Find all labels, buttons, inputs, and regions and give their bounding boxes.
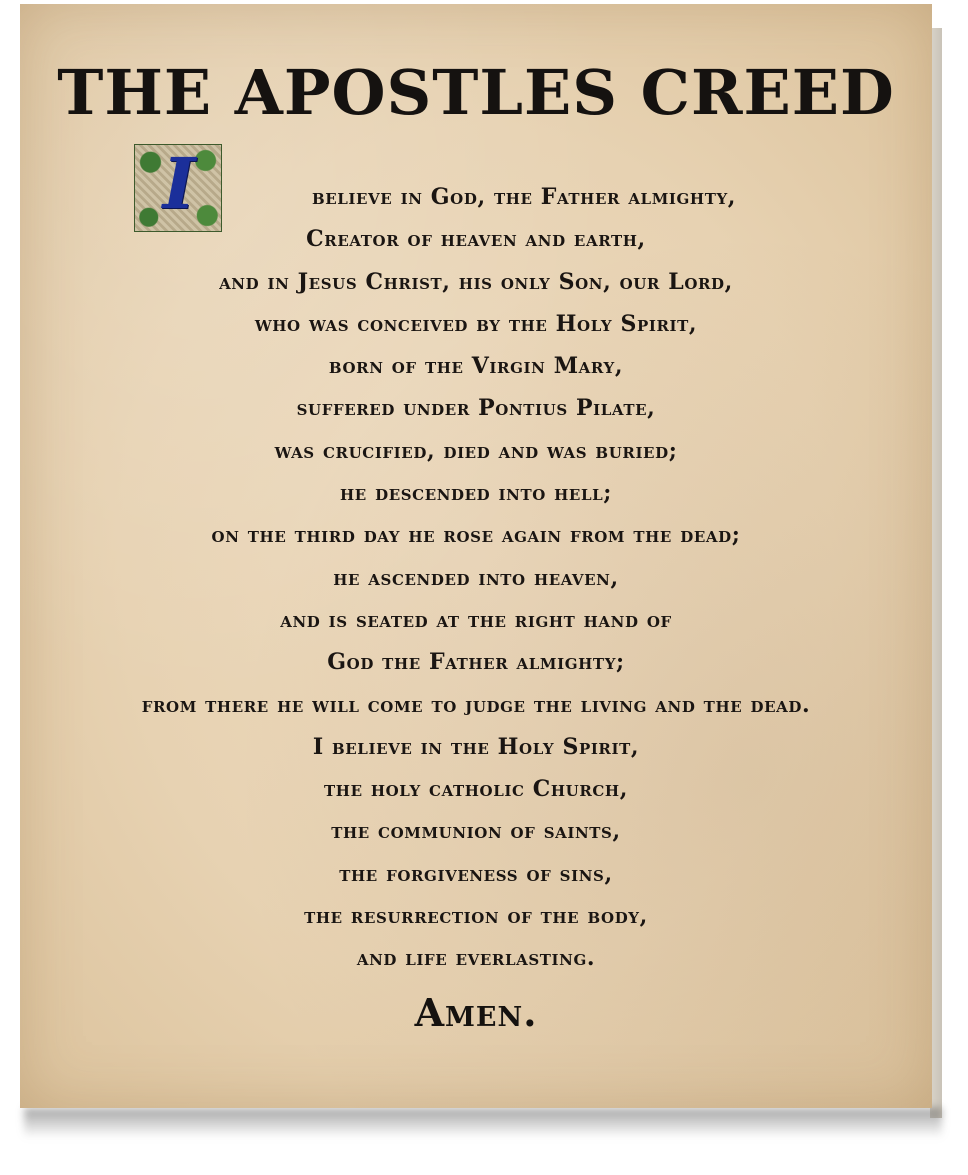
- canvas-shadow: [24, 1108, 942, 1138]
- creed-line: was crucified, died and was buried;: [274, 437, 678, 464]
- creed-line: the communion of saints,: [331, 818, 621, 845]
- creed-line: the forgiveness of sins,: [339, 860, 613, 887]
- creed-line: born of the Virgin Mary,: [328, 353, 624, 380]
- creed-line: and in Jesus Christ, his only Son, our Lord,: [219, 268, 733, 295]
- poster-title: [20, 56, 932, 129]
- creed-line: Creator of heaven and earth,: [306, 226, 646, 253]
- creed-line: the resurrection of the body,: [304, 903, 648, 930]
- creed-text: [20, 176, 932, 980]
- creed-line: the holy catholic Church,: [324, 776, 628, 803]
- creed-line: God the Father almighty;: [327, 649, 625, 676]
- creed-line: suffered under Pontius Pilate,: [296, 395, 656, 422]
- creed-line: who was conceived by the Holy Spirit,: [254, 310, 698, 337]
- closing-amen: Amen.: [414, 990, 538, 1035]
- dropcap-letter: I: [162, 144, 196, 225]
- creed-line: from there he will come to judge the living and the dead.: [141, 691, 811, 718]
- creed-line: he descended into hell;: [340, 480, 612, 507]
- creed-line: believe in God, the Father almighty,: [311, 184, 737, 210]
- parchment-background: [20, 4, 932, 1108]
- creed-line: and is seated at the right hand of: [280, 606, 672, 633]
- creed-line: on the third day he rose again from the dead;: [211, 522, 741, 549]
- poster-title-text: THE APOSTLES CREED: [57, 56, 895, 129]
- creed-line: and life everlasting.: [356, 945, 596, 972]
- creed-line: he ascended into heaven,: [333, 564, 619, 591]
- creed-line: I believe in the Holy Spirit,: [312, 733, 640, 760]
